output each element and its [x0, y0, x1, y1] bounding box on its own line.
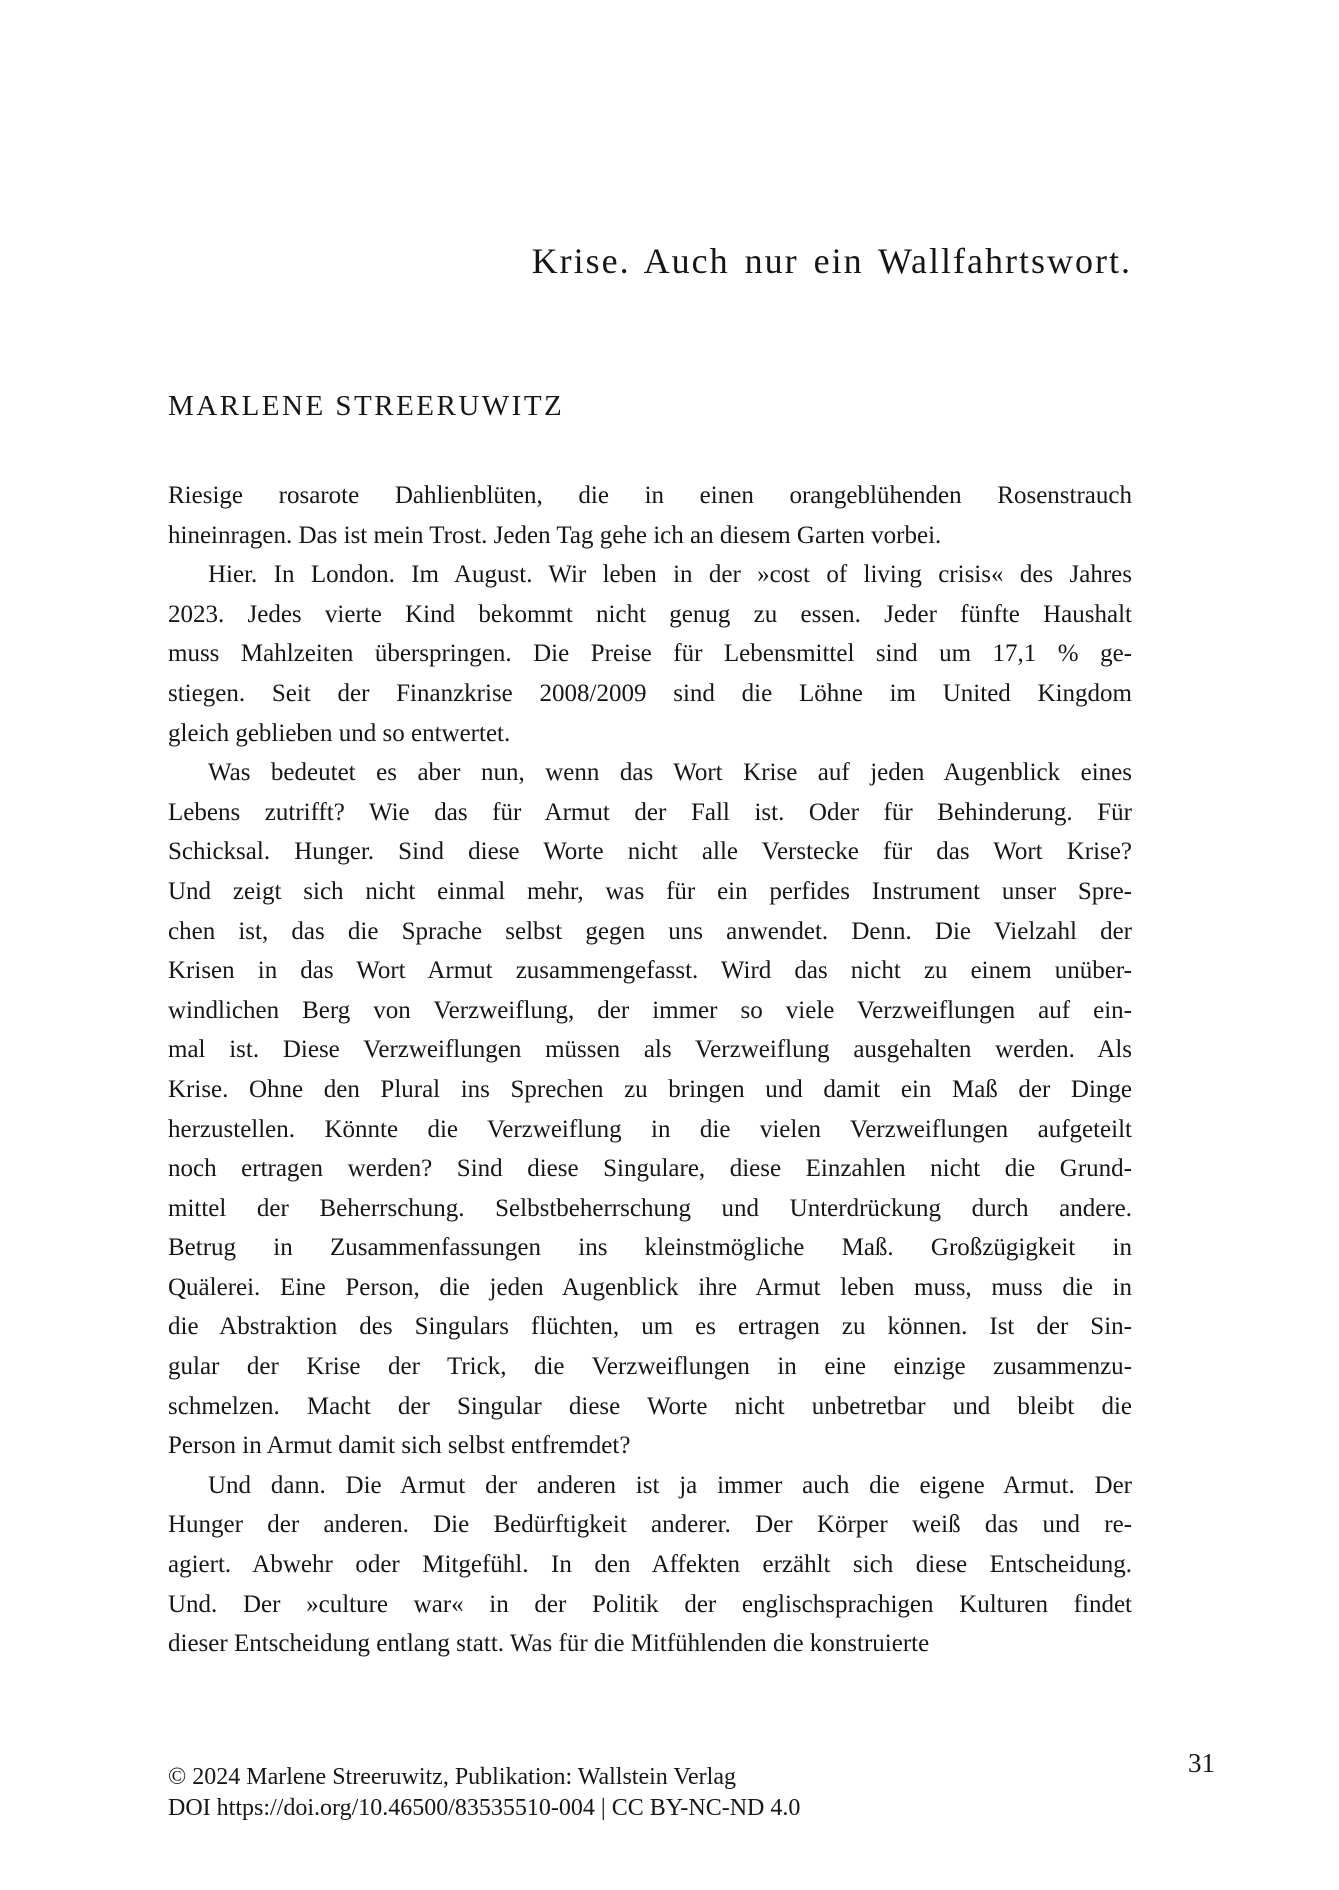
body-line: die Abstraktion des Singulars flüchten, um es ertragen zu können. Ist der Sin- [168, 1313, 1132, 1341]
body-line: dieser Entscheidung entlang statt. Was für die Mitfühlenden die konstruierte [168, 1630, 930, 1658]
body-line: windlichen Berg von Verzweiflung, der immer so viele Verzweiflungen auf ein- [168, 996, 1132, 1024]
author-name: MARLENE STREERUWITZ [168, 390, 565, 422]
body-line: mittel der Beherrschung. Selbstbeherrschung und Unterdrückung durch andere. [168, 1194, 1132, 1222]
body-line: Krise. Ohne den Plural ins Sprechen zu bringen und damit ein Maß der Dinge [168, 1075, 1132, 1103]
body-line: herzustellen. Könnte die Verzweiflung in die vielen Verzweiflungen aufgeteilt [168, 1115, 1132, 1143]
body-line: stiegen. Seit der Finanzkrise 2008/2009 sind die Löhne im United Kingdom [168, 679, 1132, 707]
body-line: Was bedeutet es aber nun, wenn das Wort Krise auf jeden Augenblick eines [208, 759, 1132, 787]
body-line: chen ist, das die Sprache selbst gegen uns anwendet. Denn. Die Vielzahl der [168, 917, 1132, 945]
body-line: Betrug in Zusammenfassungen ins kleinstmögliche Maß. Großzügigkeit in [168, 1234, 1132, 1262]
body-line: Hier. In London. Im August. Wir leben in der »cost of living crisis« des Jahres [208, 561, 1132, 589]
footer [168, 1762, 800, 1824]
copyright-line: © 2024 Marlene Streeruwitz, Publikation: Wallstein Verlag [168, 1764, 736, 1790]
body-line: 2023. Jedes vierte Kind bekommt nicht genug zu essen. Jeder fünfte Haushalt [168, 600, 1132, 628]
body-line: Person in Armut damit sich selbst entfremdet? [168, 1432, 631, 1460]
body-line: hineinragen. Das ist mein Trost. Jeden Tag gehe ich an diesem Garten vorbei. [168, 521, 942, 549]
body-line: gular der Krise der Trick, die Verzweiflungen in eine einzige zusammenzu- [168, 1353, 1132, 1381]
doi-line: DOI https://doi.org/10.46500/83535510-004 | CC BY-NC-ND 4.0 [168, 1795, 801, 1821]
body-text [168, 476, 1132, 1664]
body-line: Krisen in das Wort Armut zusammengefasst. Wird das nicht zu einem unüber- [168, 957, 1132, 985]
body-line: schmelzen. Macht der Singular diese Worte nicht unbetretbar und bleibt die [168, 1392, 1132, 1420]
body-line: Riesige rosarote Dahlienblüten, die in einen orangeblühenden Rosenstrauch [168, 482, 1132, 509]
body-line: Hunger der anderen. Die Bedürftigkeit anderer. Der Körper weiß das und re- [168, 1511, 1132, 1539]
body-line: agiert. Abwehr oder Mitgefühl. In den Affekten erzählt sich diese Entscheidung. [168, 1551, 1132, 1579]
body-line: gleich geblieben und so entwertet. [168, 719, 511, 747]
body-line: Und. Der »culture war« in der Politik der englischsprachigen Kulturen findet [168, 1590, 1132, 1618]
page-title: Krise. Auch nur ein Wallfahrtswort. [531, 241, 1132, 281]
body-line: Quälerei. Eine Person, die jeden Augenblick ihre Armut leben muss, muss die in [168, 1273, 1132, 1301]
body-line: Und zeigt sich nicht einmal mehr, was für ein perfides Instrument unser Spre- [168, 877, 1132, 905]
body-line: noch ertragen werden? Sind diese Singulare, diese Einzahlen nicht die Grund- [168, 1155, 1132, 1183]
body-line: mal ist. Diese Verzweiflungen müssen als Verzweiflung ausgehalten werden. Als [168, 1036, 1132, 1064]
body-line: Lebens zutrifft? Wie das für Armut der Fall ist. Oder für Behinderung. Für [168, 798, 1132, 826]
page-number: 31 [1188, 1748, 1215, 1778]
body-line: Und dann. Die Armut der anderen ist ja immer auch die eigene Armut. Der [208, 1471, 1132, 1499]
body-line: muss Mahlzeiten überspringen. Die Preise für Lebensmittel sind um 17,1 % ge- [168, 640, 1132, 668]
body-line: Schicksal. Hunger. Sind diese Worte nicht alle Verstecke für das Wort Krise? [168, 838, 1132, 866]
